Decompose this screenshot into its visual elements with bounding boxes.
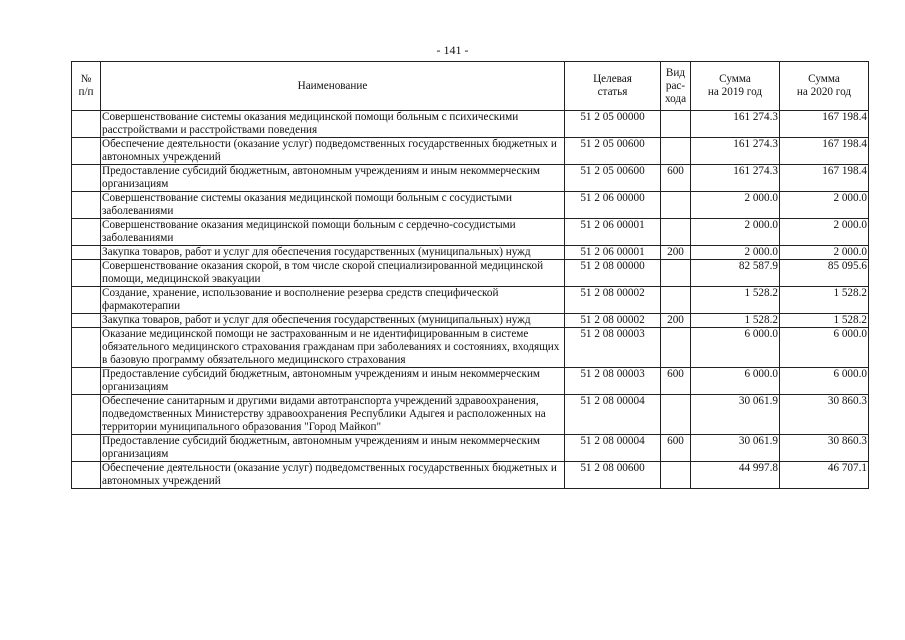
row-vid-cell [661, 138, 691, 165]
row-sum-2019-cell: 6 000.0 [691, 328, 780, 368]
row-name-cell: Закупка товаров, работ и услуг для обеспечения государственных (муниципальных) нужд [101, 314, 565, 328]
table-row [72, 314, 869, 328]
row-name-cell: Предоставление субсидий бюджетным, автономным учреждениям и иным некоммерческим организациям [101, 165, 565, 192]
row-sum-2020-cell: 1 528.2 [780, 287, 869, 314]
table-row [72, 462, 869, 489]
row-code-cell: 51 2 06 00001 [565, 246, 661, 260]
row-num-cell [72, 165, 101, 192]
row-sum-2019-cell: 2 000.0 [691, 219, 780, 246]
row-sum-2019-cell: 1 528.2 [691, 287, 780, 314]
row-name-cell: Обеспечение деятельности (оказание услуг) подведомственных государственных бюджетных и автономных учреждений [101, 462, 565, 489]
table-row [72, 219, 869, 246]
row-sum-2019-cell: 2 000.0 [691, 192, 780, 219]
row-sum-2020-cell: 167 198.4 [780, 111, 869, 138]
row-vid-cell [661, 111, 691, 138]
row-num-cell [72, 219, 101, 246]
row-code-cell: 51 2 08 00004 [565, 395, 661, 435]
row-sum-2020-cell: 6 000.0 [780, 368, 869, 395]
row-num-cell [72, 328, 101, 368]
header-name: Наименование [101, 62, 565, 111]
table-row [72, 138, 869, 165]
row-sum-2019-cell: 161 274.3 [691, 111, 780, 138]
table-header-row [72, 62, 869, 111]
table-row [72, 111, 869, 138]
row-num-cell [72, 368, 101, 395]
header-sum-2020: Сумма на 2020 год [780, 62, 869, 111]
row-name-cell: Обеспечение деятельности (оказание услуг) подведомственных государственных бюджетных и автономных учреждений [101, 138, 565, 165]
row-sum-2020-cell: 85 095.6 [780, 260, 869, 287]
row-vid-cell [661, 287, 691, 314]
row-code-cell: 51 2 06 00000 [565, 192, 661, 219]
row-vid-cell: 600 [661, 165, 691, 192]
row-name-cell: Совершенствование системы оказания медицинской помощи больным с психическими расстройствами и расстройствами поведения [101, 111, 565, 138]
row-num-cell [72, 192, 101, 219]
table-row [72, 328, 869, 368]
row-sum-2020-cell: 167 198.4 [780, 138, 869, 165]
row-num-cell [72, 111, 101, 138]
row-code-cell: 51 2 05 00600 [565, 138, 661, 165]
row-name-cell: Предоставление субсидий бюджетным, автономным учреждениям и иным некоммерческим организациям [101, 368, 565, 395]
row-num-cell [72, 435, 101, 462]
row-code-cell: 51 2 08 00004 [565, 435, 661, 462]
row-name-cell: Совершенствование оказания медицинской помощи больным с сердечно-сосудистыми заболеваниями [101, 219, 565, 246]
row-code-cell: 51 2 08 00002 [565, 314, 661, 328]
row-vid-cell [661, 260, 691, 287]
row-code-cell: 51 2 05 00600 [565, 165, 661, 192]
row-sum-2019-cell: 44 997.8 [691, 462, 780, 489]
row-vid-cell [661, 219, 691, 246]
row-name-cell: Создание, хранение, использование и восполнение резерва средств специфической фармакотерапии [101, 287, 565, 314]
row-sum-2019-cell: 6 000.0 [691, 368, 780, 395]
row-sum-2019-cell: 82 587.9 [691, 260, 780, 287]
header-num: № п/п [72, 62, 101, 111]
table-row [72, 395, 869, 435]
budget-table [71, 61, 869, 489]
row-vid-cell: 600 [661, 435, 691, 462]
row-code-cell: 51 2 08 00600 [565, 462, 661, 489]
row-sum-2020-cell: 2 000.0 [780, 219, 869, 246]
row-sum-2020-cell: 30 860.3 [780, 395, 869, 435]
row-vid-cell: 200 [661, 246, 691, 260]
row-sum-2020-cell: 30 860.3 [780, 435, 869, 462]
row-sum-2020-cell: 46 707.1 [780, 462, 869, 489]
row-sum-2020-cell: 2 000.0 [780, 192, 869, 219]
row-name-cell: Оказание медицинской помощи не застрахованным и не идентифицированным в системе обязательного медицинского страхования гражданам при заболеваниях и состояниях, входящих в базовую программу обязательного медицинского страхования [101, 328, 565, 368]
row-name-cell: Закупка товаров, работ и услуг для обеспечения государственных (муниципальных) нужд [101, 246, 565, 260]
row-sum-2020-cell: 1 528.2 [780, 314, 869, 328]
row-sum-2020-cell: 2 000.0 [780, 246, 869, 260]
row-code-cell: 51 2 08 00000 [565, 260, 661, 287]
header-code: Целевая статья [565, 62, 661, 111]
row-name-cell: Обеспечение санитарным и другими видами автотранспорта учреждений здравоохранения, подведомственных Министерству здравоохранения Республики Адыгея и расположенных на территории муниципального образования "Город Майкоп" [101, 395, 565, 435]
table-row [72, 246, 869, 260]
row-vid-cell: 600 [661, 368, 691, 395]
row-num-cell [72, 395, 101, 435]
table-row [72, 368, 869, 395]
row-sum-2019-cell: 30 061.9 [691, 435, 780, 462]
row-sum-2020-cell: 6 000.0 [780, 328, 869, 368]
table-row [72, 165, 869, 192]
row-sum-2019-cell: 1 528.2 [691, 314, 780, 328]
row-name-cell: Совершенствование оказания скорой, в том числе скорой специализированной медицинской помощи, медицинской эвакуации [101, 260, 565, 287]
row-num-cell [72, 287, 101, 314]
row-sum-2019-cell: 161 274.3 [691, 165, 780, 192]
row-num-cell [72, 260, 101, 287]
row-sum-2020-cell: 167 198.4 [780, 165, 869, 192]
row-num-cell [72, 314, 101, 328]
row-sum-2019-cell: 161 274.3 [691, 138, 780, 165]
row-vid-cell [661, 328, 691, 368]
row-vid-cell [661, 192, 691, 219]
row-code-cell: 51 2 06 00001 [565, 219, 661, 246]
row-code-cell: 51 2 08 00002 [565, 287, 661, 314]
table-row [72, 260, 869, 287]
row-code-cell: 51 2 08 00003 [565, 328, 661, 368]
header-sum-2019: Сумма на 2019 год [691, 62, 780, 111]
table-row [72, 287, 869, 314]
row-vid-cell: 200 [661, 314, 691, 328]
row-vid-cell [661, 395, 691, 435]
table-row [72, 192, 869, 219]
row-num-cell [72, 462, 101, 489]
table-row [72, 435, 869, 462]
row-sum-2019-cell: 30 061.9 [691, 395, 780, 435]
row-name-cell: Совершенствование системы оказания медицинской помощи больным с сосудистыми заболеваниями [101, 192, 565, 219]
row-code-cell: 51 2 05 00000 [565, 111, 661, 138]
row-sum-2019-cell: 2 000.0 [691, 246, 780, 260]
row-vid-cell [661, 462, 691, 489]
row-name-cell: Предоставление субсидий бюджетным, автономным учреждениям и иным некоммерческим организациям [101, 435, 565, 462]
row-code-cell: 51 2 08 00003 [565, 368, 661, 395]
row-num-cell [72, 246, 101, 260]
page-number: - 141 - [436, 43, 469, 57]
header-vid: Вид рас- хода [661, 62, 691, 111]
row-num-cell [72, 138, 101, 165]
